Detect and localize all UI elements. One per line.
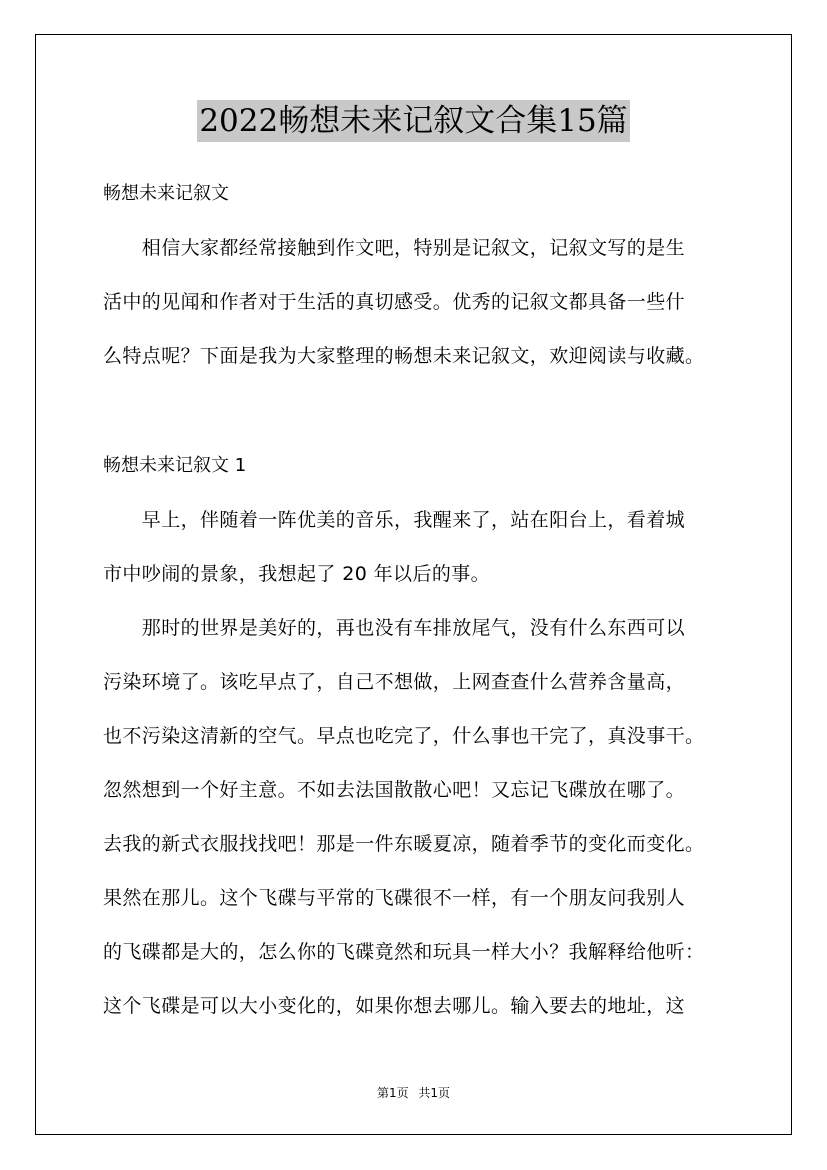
section1-heading: 畅想未来记叙文 1	[103, 455, 247, 476]
page-footer	[0, 1084, 827, 1101]
intro-paragraph	[103, 221, 743, 383]
page-number-total: 共1页	[418, 1086, 451, 1100]
text-line: 污染环境了。该吃早点了，自己不想做，上网查查什么营养含量高，	[103, 671, 686, 693]
text-line: 活中的见闻和作者对于生活的真切感受。优秀的记叙文都具备一些什	[103, 291, 686, 313]
section1-paragraph-2	[103, 601, 743, 1033]
section1-paragraph-1	[103, 493, 743, 601]
title-container	[0, 100, 827, 142]
text-line: 早上，伴随着一阵优美的音乐，我醒来了，站在阳台上，看着城	[103, 509, 686, 531]
page-number-current: 第1页	[376, 1086, 409, 1100]
text-line: 那时的世界是美好的，再也没有车排放尾气，没有什么东西可以	[103, 617, 686, 639]
text-line: 市中吵闹的景象，我想起了 20 年以后的事。	[103, 563, 491, 585]
text-line: 这个飞碟是可以大小变化的，如果你想去哪儿。输入要去的地址，这	[103, 995, 686, 1017]
text-line: 也不污染这清新的空气。早点也吃完了，什么事也干完了，真没事干。	[103, 725, 705, 747]
text-line: 忽然想到一个好主意。不如去法国散散心吧！又忘记飞碟放在哪了。	[103, 779, 686, 801]
text-line: 去我的新式衣服找找吧！那是一件东暖夏凉，随着季节的变化而变化。	[103, 833, 705, 855]
text-line: 么特点呢？下面是我为大家整理的畅想未来记叙文，欢迎阅读与收藏。	[103, 345, 705, 367]
document-title: 2022畅想未来记叙文合集15篇	[197, 100, 629, 142]
text-line: 果然在那儿。这个飞碟与平常的飞碟很不一样，有一个朋友问我别人	[103, 887, 686, 909]
text-line: 相信大家都经常接触到作文吧，特别是记叙文，记叙文写的是生	[103, 237, 686, 259]
text-line: 的飞碟都是大的，怎么你的飞碟竟然和玩具一样大小？我解释给他听：	[103, 941, 705, 963]
intro-heading: 畅想未来记叙文	[103, 183, 229, 204]
